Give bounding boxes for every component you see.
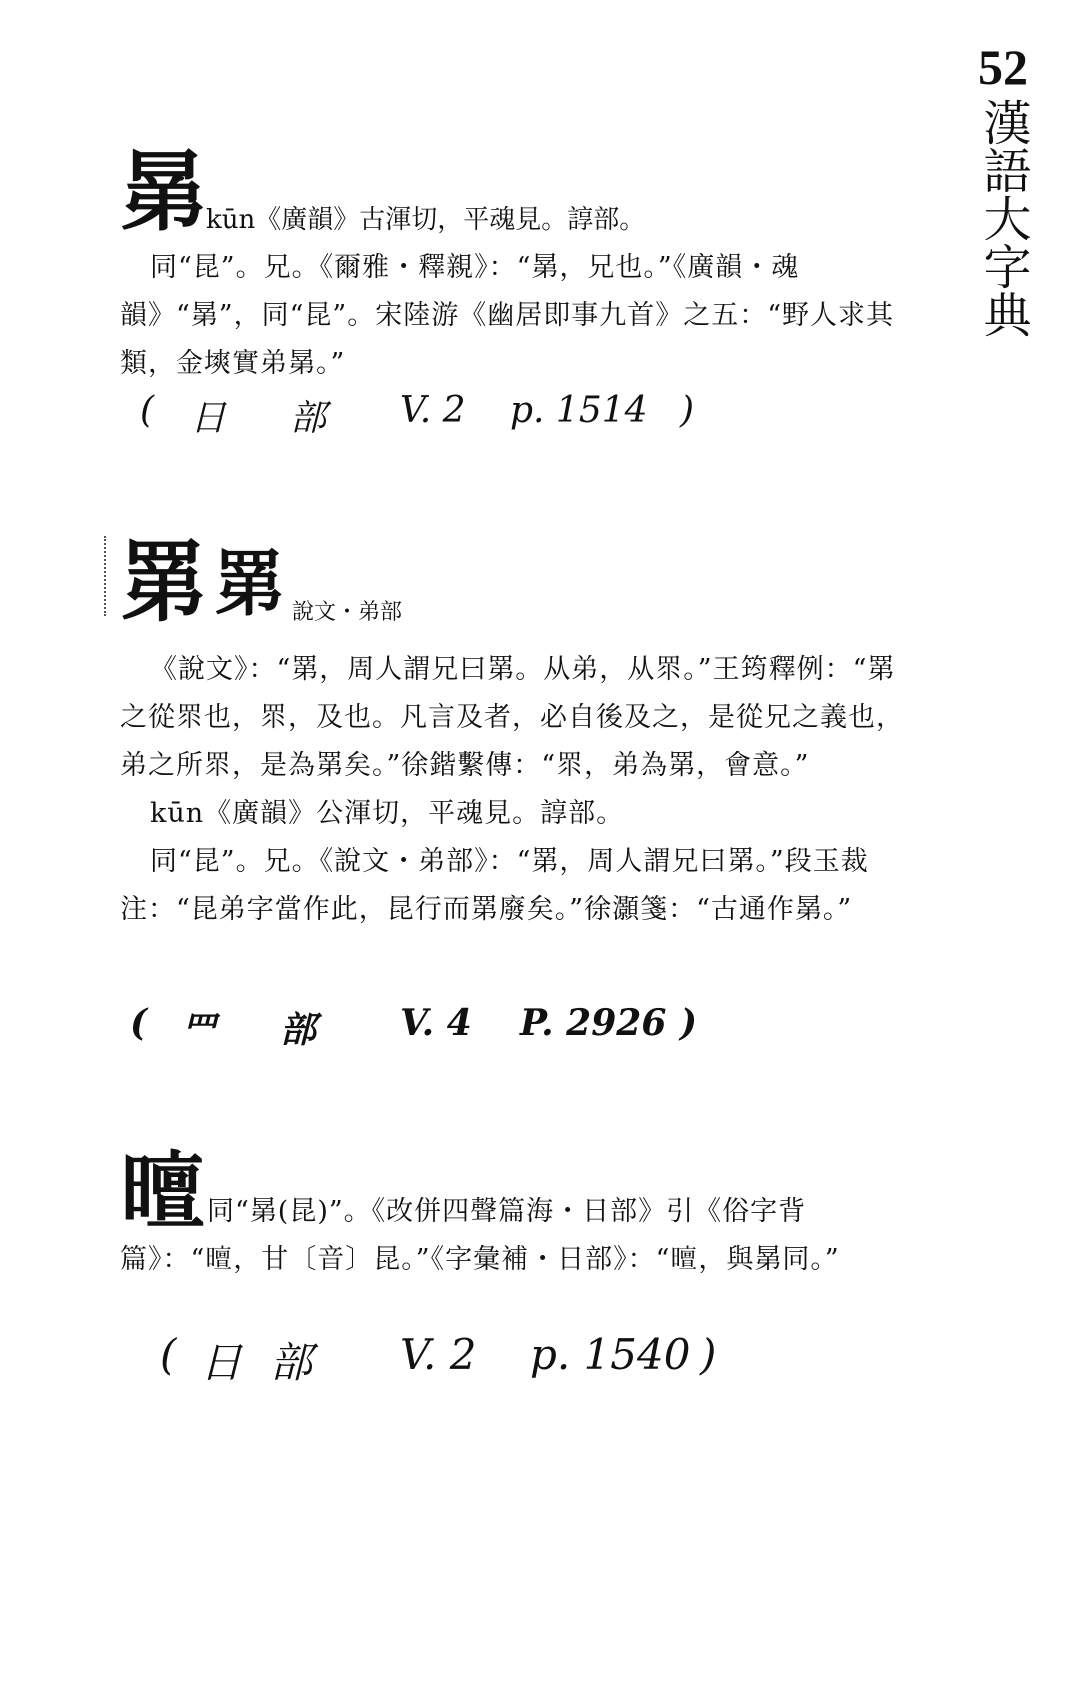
dictionary-header [968, 39, 1038, 338]
handwritten-reference-1: ( 日 部 V. 2 p. 1514 ) [140, 390, 695, 439]
definition-paragraph: 同“昆”。兄。《說文・弟部》：“罤，周人謂兄曰罤。”段玉裁注：“昆弟字當作此，昆行而罤廢矣。”徐灝箋：“古通作晜。” [120, 846, 869, 925]
source-label: 說文・弟部 [292, 599, 403, 625]
head-character: 𣋊 [120, 1142, 207, 1243]
entry-kun-3 [120, 1142, 910, 1284]
margin-mark [104, 536, 108, 616]
shuowen-quote-paragraph: 《說文》：“罤，周人謂兄曰罤。从弟，从眔。”王筠釋例：“罤之從眔也，眔，及也。凡言及者，必自後及之，是從兄之義也，弟之所眔，是為罤矣。”徐鍇繫傳：“眔，弟為罤，會意。” [120, 654, 904, 781]
definition-paragraph: 同“昆”。兄。《爾雅・釋親》：“晜，兄也。”《廣韻・魂韻》“晜”，同“昆”。宋陸游《幽居即事九首》之五：“野人求其類，金塽實弟晜。” [120, 252, 895, 379]
handwritten-reference-3: ( 日 部 V. 2 p. 1540 ) [160, 1330, 717, 1387]
definition-paragraph: 𣋊同“晜(昆)”。《改併四聲篇海・日部》引《俗字背篇》：“𣋊，甘〔音〕昆。”《字彙補・日部》：“𣋊，與晜同。” [120, 1142, 840, 1275]
dictionary-title: 漢語大字典 [975, 98, 1031, 338]
head-character: 晜 [120, 142, 206, 243]
head-character: 罤 [120, 532, 206, 633]
seal-script-glyph: 罤 [214, 542, 284, 625]
entry-headline [120, 142, 910, 243]
handwritten-reference-2: ( 罒 部 V. 4 P. 2926 ) [130, 1002, 698, 1051]
page-number: 52 [978, 39, 1028, 95]
pronunciation-line: kūn《廣韻》古渾切，平魂見。諄部。 [206, 204, 646, 235]
pronunciation-paragraph: kūn《廣韻》公渾切，平魂見。諄部。 [150, 798, 625, 829]
entry-headline [120, 532, 910, 633]
entry-kun-1 [120, 142, 910, 388]
entry-kun-2 [120, 532, 910, 934]
